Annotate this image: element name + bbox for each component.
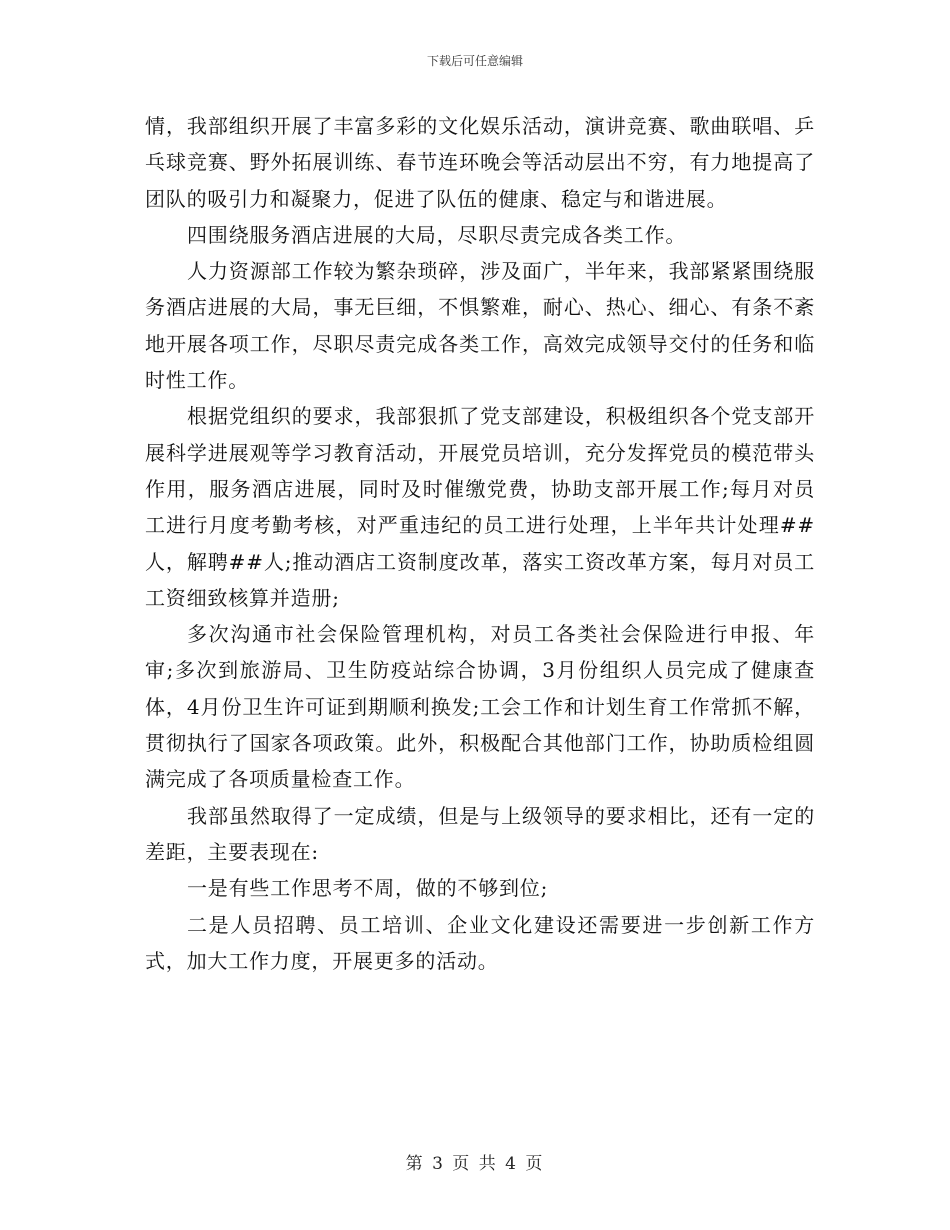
paragraph-hr-work: 人力资源部工作较为繁杂琐碎，涉及面广，半年来，我部紧紧围绕服务酒店进展的大局，事无巨细，不惧繁难，耐心、热心、细心、有条不紊地开展各项工作，尽职尽责完成各类工作，高效完成领导交付的任务和临时性工作。 (145, 259, 815, 393)
paragraph-shortcomings: 我部虽然取得了一定成绩，但是与上级领导的要求相比，还有一定的差距，主要表现在: (145, 803, 815, 864)
page-header: 下载后可任意编辑 (426, 54, 523, 68)
paragraph-heading-four: 四围绕服务酒店进展的大局，尽职尽责完成各类工作。 (187, 222, 687, 247)
paragraph-continued: 情，我部组织开展了丰富多彩的文化娱乐活动，演讲竞赛、歌曲联唱、乒乓球竞赛、野外拓展训练、春节连环晚会等活动层出不穷，有力地提高了团队的吸引力和凝聚力，促进了队伍的健康、稳定与和谐进展。 (145, 114, 815, 211)
paragraph-point-one: 一是有些工作思考不周，做的不够到位; (187, 876, 549, 901)
paragraph-social-insurance: 多次沟通市社会保险管理机构，对员工各类社会保险进行申报、年审;多次到旅游局、卫生防疫站综合协调，3月份组织人员完成了健康查体，4月份卫生许可证到期顺利换发;工会工作和计划生育工作常抓不解，贯彻执行了国家各项政策。此外，积极配合其他部门工作，协助质检组圆满完成了各项质量检查工作。 (145, 622, 815, 792)
document-body (145, 108, 815, 979)
paragraph-point-two: 二是人员招聘、员工培训、企业文化建设还需要进一步创新工作方式，加大工作力度，开展更多的活动。 (145, 912, 815, 973)
paragraph-party-building: 根据党组织的要求，我部狠抓了党支部建设，积极组织各个党支部开展科学进展观等学习教育活动，开展党员培训，充分发挥党员的模范带头作用，服务酒店进展，同时及时催缴党费，协助支部开展工作;每月对员工进行月度考勤考核，对严重违纪的员工进行处理，上半年共计处理##人，解聘##人;推动酒店工资制度改革，落实工资改革方案，每月对员工工资细致核算并造册; (145, 404, 815, 610)
page-number-footer: 第 3 页 共 4 页 (405, 1154, 545, 1174)
